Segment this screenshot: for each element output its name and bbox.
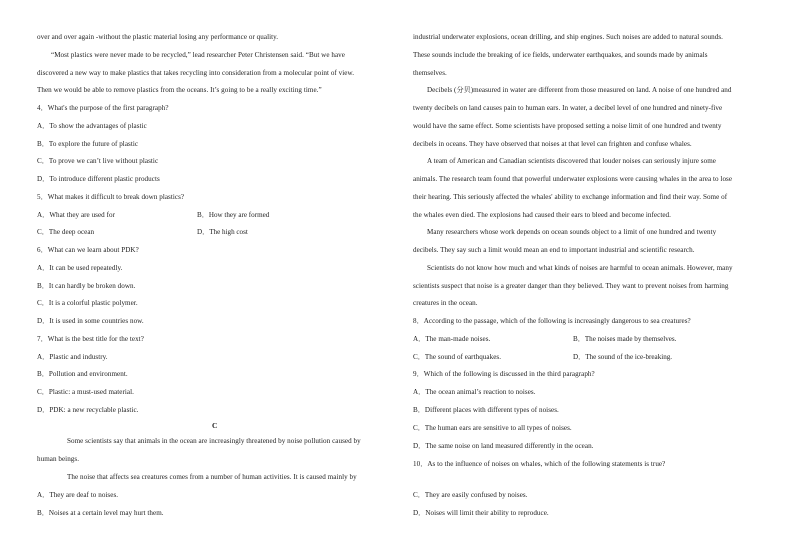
q8-option-b: B．The noises made by themselves. (573, 335, 677, 343)
question-5-stem: 5．What makes it difficult to break down plastics? (37, 193, 185, 201)
passage-b-line: Then we would be able to remove plastics from the oceans. It’s going to be a really exciting time.” (37, 86, 322, 94)
passage-line: themselves. (413, 69, 447, 77)
passage-line: Many researchers whose work depends on ocean sounds object to a limit of one hundred and twenty (427, 228, 717, 236)
passage-line: These sounds include the breaking of ice fields, underwater earthquakes, and sounds made by animals (413, 51, 708, 59)
q5-option-c: C．The deep ocean (37, 228, 95, 236)
passage-line: Decibels (分贝)measured in water are different from those measured on land. A noise of one hundred and (427, 86, 732, 94)
option-a: A．They are deaf to noises. (37, 491, 119, 499)
q6-option-b: B．It can hardly be broken down. (37, 282, 136, 290)
passage-b-line: over and over again -without the plastic material losing any performance or quality. (37, 33, 279, 41)
question-8-stem: 8．According to the passage, which of the following is increasingly dangerous to sea creatures? (413, 317, 691, 325)
passage-line: industrial underwater explosions, ocean drilling, and ship engines. Such noises are added to natural sounds. (413, 33, 723, 41)
q10-option-c: C．They are easily confused by noises. (413, 491, 528, 499)
q10-option-d: D．Noises will limit their ability to reproduce. (413, 509, 549, 517)
q5-option-b: B．How they are formed (197, 211, 270, 219)
q4-option-c: C．To prove we can’t live without plastic (37, 157, 159, 165)
passage-line: scientists suspect that noise is a greater danger than they believed. They want to prevent noises from harming (413, 282, 729, 290)
question-7-stem: 7．What is the best title for the text? (37, 335, 144, 343)
passage-line: twenty decibels on land causes pain to human ears. In water, a decibel level of one hundred and ninety-five (413, 104, 723, 112)
passage-line: animals. The research team found that powerful underwater explosions were causing whales in the area to lose (413, 175, 733, 183)
passage-line: decibels. They say such a limit would mean an end to important industrial and scientific research. (413, 246, 695, 254)
q6-option-d: D．It is used in some countries now. (37, 317, 144, 325)
question-10-stem: 10．As to the influence of noises on whales, which of the following statements is true? (413, 460, 666, 468)
q7-option-c: C．Plastic: a must-used material. (37, 388, 134, 396)
q9-option-b: B．Different places with different types of noises. (413, 406, 559, 414)
q6-option-a: A．It can be used repeatedly. (37, 264, 123, 272)
q8-option-c: C．The sound of earthquakes. (413, 353, 502, 361)
option-b: B．Noises at a certain level may hurt them. (37, 509, 164, 517)
q7-option-a: A．Plastic and industry. (37, 353, 108, 361)
section-c-heading: C (212, 421, 218, 430)
q6-option-c: C．It is a colorful plastic polymer. (37, 299, 138, 307)
passage-c-line: Some scientists say that animals in the ocean are increasingly threatened by noise pollution caused by (67, 437, 361, 445)
question-6-stem: 6．What can we learn about PDK? (37, 246, 139, 254)
q7-option-b: B．Pollution and environment. (37, 370, 128, 378)
q9-option-a: A．The ocean animal’s reaction to noises. (413, 388, 536, 396)
passage-line: would have the same effect. Some scientists have proposed setting a noise limit of one hundred and twenty (413, 122, 722, 130)
passage-line: A team of American and Canadian scientists discovered that louder noises can seriously injure some (427, 157, 716, 165)
question-4-stem: 4．What's the purpose of the first paragraph? (37, 104, 169, 112)
passage-line: creatures in the ocean. (413, 299, 478, 307)
passage-b-line: “Most plastics were never made to be recycled,” lead researcher Peter Christensen said. “But we have (51, 51, 345, 59)
q8-option-d: D．The sound of the ice-breaking. (573, 353, 673, 361)
q9-option-c: C．The human ears are sensitive to all types of noises. (413, 424, 572, 432)
q9-option-d: D．The same noise on land measured differently in the ocean. (413, 442, 594, 450)
q4-option-a: A．To show the advantages of plastic (37, 122, 147, 130)
q4-option-b: B．To explore the future of plastic (37, 140, 139, 148)
q8-option-a: A．The man-made noises. (413, 335, 491, 343)
passage-line: decibels in oceans. They have observed that noises at that level can frighten and confuse whales. (413, 140, 692, 148)
passage-line: their hearing. This seriously affected the whales' ability to exchange information and find their way. Some of (413, 193, 728, 201)
q5-option-d: D．The high cost (197, 228, 248, 236)
q5-option-a: A．What they are used for (37, 211, 116, 219)
question-9-stem: 9．Which of the following is discussed in the third paragraph? (413, 370, 595, 378)
passage-b-line: discovered a new way to make plastics that takes recycling into consideration from a molecular point of view. (37, 69, 355, 77)
passage-line: the whales even died. The explosions had caused their ears to bleed and become infected. (413, 211, 671, 219)
passage-c-line: The noise that affects sea creatures comes from a number of human activities. It is caused mainly by (67, 473, 357, 481)
q4-option-d: D．To introduce different plastic products (37, 175, 160, 183)
passage-line: Scientists do not know how much and what kinds of noises are harmful to ocean animals. However, many (427, 264, 733, 272)
passage-c-line: human beings. (37, 455, 80, 463)
q7-option-d: D．PDK: a new recyclable plastic. (37, 406, 139, 414)
